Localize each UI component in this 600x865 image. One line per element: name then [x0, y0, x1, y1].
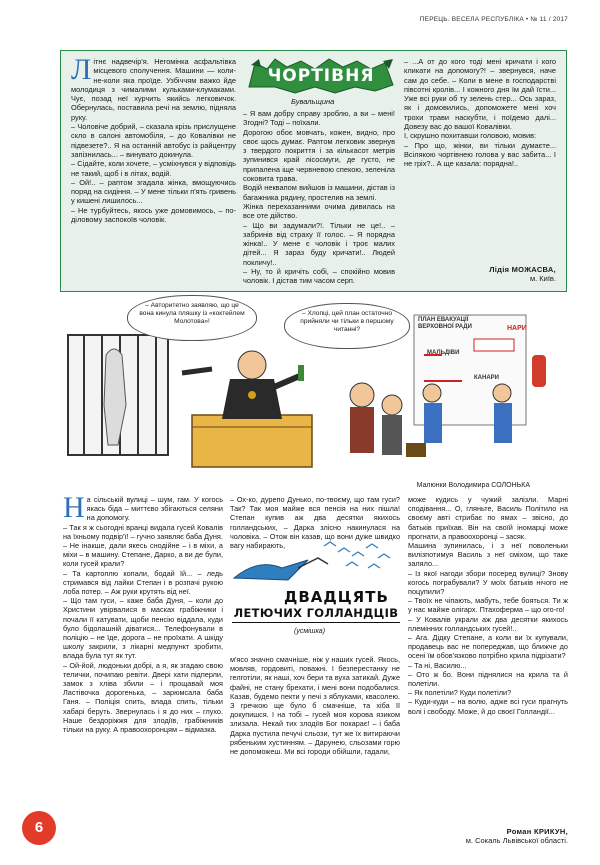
- story2-column-2-continued: [230, 655, 400, 756]
- story1-dropcap: Л: [71, 53, 92, 86]
- chortivnya-badge: [245, 57, 397, 95]
- story1-column-2: – Я вам добру справу зроблю, а ви – мені! Згодні? Тоді – поїхали. Дорогою обоє мовчать, кожен, видно, про своє щось думає. Раптом легковик звернув з твердого покриття і за кількасот метрів зупинився край лісосмуги, де густо, не припалена іще червневою спекою, зеленіла соковита трава. Водій неквапом вийшов із машини, дістав із багажника рядину, простелив на землі. Жінка перехазанними очима дивилась на все оте дійство. – Що ви задумали?!. Тільки не це!.. – забринів від страху її голос. – Я порядна жінка!.. У мене є чоловік і троє малих дітей... Я зараз буду кричати!.. Людей покличу!.. – Ну, то й кричіть собі, – спокійно мовив чоловік. І дістав тим часом серп.: [243, 109, 395, 286]
- story2-title-note: (усмішка): [294, 628, 326, 635]
- story1-author-name: Лідія МОЖАСВА,: [489, 265, 556, 274]
- speech-bubble-deputy: – Хлопці, цей план остаточно прийняли чи тільки в першому читанні?: [284, 303, 410, 349]
- story2-author-city: м. Сокаль Львівської області.: [465, 836, 568, 845]
- story1-author-city: м. Київ.: [529, 274, 556, 283]
- story2-title-line2: ЛЕТЮЧИХ ГОЛЛАНДЦІВ: [232, 606, 400, 623]
- story1-column-3: – ...А от до кого тоді мені кричати і кого кликати на допомогу?! – звернувся, наче сам до себе. – Коли в мене в господарстві півсотні кролів... І кожного дня їм дай їсти... Уже всі руки об ту зелень стер... Ось зараз, як і домовились, допоможете мені хоч трохи трави наскубти, і поїдемо далі... Довезу вас до вашої Ковалівки. І, скрушно похитавши головою, мовив: – Про що, жінки, ви тільки думаєте... Всілякою чортівнею голова у вас забита... І не гріх?.. А ще казала: порядна!..: [404, 57, 556, 169]
- story2-col2-cont-text: м'ясо значно смачніше, ніж у наших гусей. Якось, мовляв, гордовиті, поважні. І безперестанку не гелготіли, як наші, хоч бери та вуха затикай. Дуже файні, не стану брехати, і мені вони подобалися. Казав, будемо пекти у печі з яблуками, квасолею. З гречкою ще було б смачніше, та хіба її докупишся. І на тобі – гусей моя корова язиком злизала. Некай тих злодіїв Бог покарає! – і баба Дарка пустила печучі сльози, тут же їх витираючи рябеньким хустинням. – Дарунею, сльозами горю не допоможеш. Ми всі городи обійшли, гадали,: [230, 655, 400, 757]
- sign-malydivy: МАЛЬДІВИ: [427, 350, 460, 356]
- story1-column-1: [71, 53, 236, 225]
- magazine-header: ПЕРЕЦЬ. ВЕСЕЛА РЕСПУБЛІКА • № 11 / 2017: [419, 16, 568, 23]
- story2-column-3: може кудись у чужий залізли. Марні сподівання... О, гляньте, Василь Політило на своєму авті стрибає по ямах – звісно, до батьків приїхав. Він на своїй іномарці може прогнати, а правоохоронці – засяк. Машина зупинилась, і з неї поволеньки вилізпотимуя Василь з неї сміхом, що таке заляло... – Із якої нагоди збори посеред вулиці? Знову когось пограбували? У моїх батьків нічого не поцупили? – Твоїх не чіпають, мабуть, тебе бояться. Ти ж у нас майже олігарх. Птахоферма – що ого-го! – У Ковалів украли аж два десятки якихось племінних голландських гусей!.. – Ага. Дідку Степане, а коли ви їх купували, продавець вас не попереджав, що ближче до осені їм обов'язково потрібно крила підрізати? – Та ні, Василю... – Ото ж бо. Вони піднялися на крила та й полетіли. – Як полетіли? Куди полетіли? – Куди-куди – на волю, адже всі гуси прагнуть волі і свободу. Може, й до своєї Голландії...: [408, 495, 568, 716]
- speech-bubble-judge: – Авторитетно заявляю, що це вона кинула пляшку із «коктейлем Молотова»!: [127, 295, 257, 341]
- evacuation-board-title: ПЛАН ЕВАКУАЦІЇ ВЕРХОВНОЇ РАДИ: [418, 317, 472, 330]
- sign-kanary: КАНАРИ: [474, 375, 499, 381]
- sign-nary: НАРИ: [507, 325, 527, 332]
- story1-signature: [406, 265, 556, 283]
- story2-col2-text: – Ох-ко, дурепо Дунько, по-твоєму, що там гуси? Так? Так моя майже вся пенсія на них пішла! Степан купив аж два десятки якихось голландських, – Дарка злісно накинулася на чоловіка. – Отож він казав, що вони дуже швидко вагу набирають,: [230, 495, 400, 551]
- story2-column-2-top: [230, 495, 400, 551]
- cartoon-illustration: [62, 295, 562, 480]
- story2-title-line1: ДВАДЦЯТЬ: [284, 588, 389, 606]
- page-number-badge: 6: [22, 811, 56, 845]
- story2-dropcap: Н: [63, 491, 85, 524]
- story1-col1-text: ітнє надвечір'я. Негомінка асфальтівка місцевого сполучення. Машини — коли-не-коли яка проїде. Узбіччям важко йде молодиця з чималими кульками-клумаками. Чує, позад неї хурчить якийсь легковичок. Обернулась, поставила речі на землю, підняла руку. – Чоловіче добрий, – сказала крізь прислущене скло в салоні автомобіля, – до Ковалівки не підвезете?.. Я на останній автобус із райцентру запізнилась... – винувато докинула. – Сідайте, коли хочете, – усміхнувся у відповідь не такий, щоб і в літах, водій. – Ой!.. – раптом згадала жінка, вмощуючись поряд на сидіння. – У мене тільки п'ять гривень у кишені лишилось... – Не турбуйтесь, якось уже домовимось, – по-діловому заспокоїв чоловік.: [71, 57, 236, 225]
- story-box-chortivnya: [60, 50, 567, 292]
- story2-col1-text: а сільській вулиці – шум, гам. У когось якась біда – миттєво збігаються селяни на допомогу. – Так я ж сьогодні вранці видала гусей Ковалів на їхньому подвір'ї! – гучно заявляє баба Дуня. – Не інакше, дали якесь снодійне – і в міхи, а міхи – в машину. Степане, Дарко, а ви де були, коли гусей крали? – Та картоплю копали, бодай їй... – ледь стримався від лайки Степан і в розпачі рукою лоба потер. – Аж руки крутять від неї. – Що там гуси, – каже баба Дуня, – коли до Христини увірвалися в масках грабіжники і почали її катувати, щоби пенсію віддала, куди було бідолашній діватися... Телефонували в поліцію – не їде, дорога – не проїхати. А шкіду школу закрили, з лікарні медпункт зробити, влада була тут як тут. – Ой-йой, людоньки добрі, а я, як згадаю свою телички, почипаю ревіти. Двері хати підперли, замок з хліва збили – і прощавай моя Ластівочка дорогенька, – зарюмсала баба Ганя. – Поліція спить, влада спить, тільки хабарі беруть. Звернулась і я до них – глухо. Наше бездоріжжя для злодіїв, грабіжників тільки на руку. А правоохоронцям – відмазка.: [63, 495, 223, 735]
- chortivnya-title: ЧОРТІВНЯ: [267, 66, 375, 86]
- story2-signature: [368, 827, 568, 845]
- story2-title-block: [228, 538, 400, 650]
- story2-author-name: Роман КРИКУН,: [506, 827, 568, 836]
- story2-column-1: [63, 491, 223, 735]
- illustration-credit: Малюнки Володимира СОЛОНЬКА: [416, 482, 530, 489]
- story1-subtitle: Бувальщина: [291, 97, 335, 106]
